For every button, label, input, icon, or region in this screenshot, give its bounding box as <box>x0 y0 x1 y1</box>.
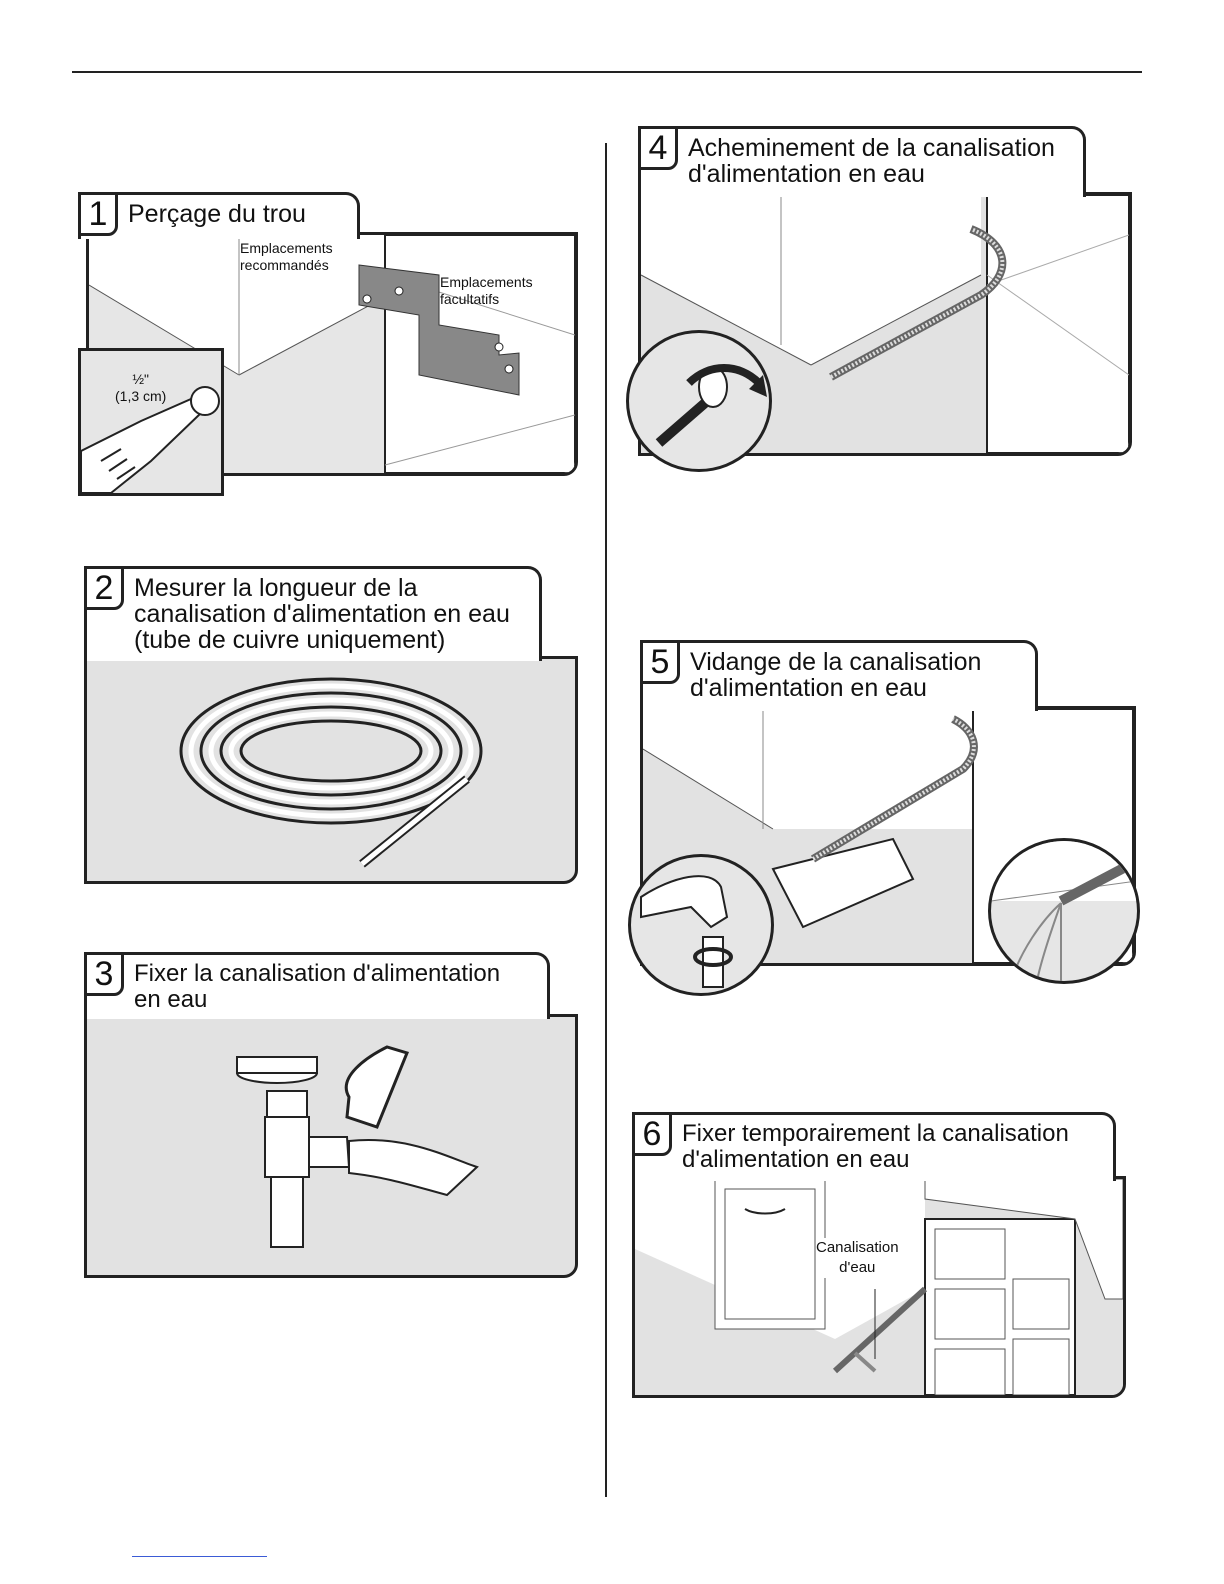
label-recommended: Emplacements recommandés <box>240 240 333 273</box>
step-1-panel <box>78 192 580 492</box>
step-4-inset <box>626 330 772 472</box>
step-2-panel <box>84 566 578 882</box>
step-6-illustration <box>632 1176 1126 1398</box>
step-4-tab <box>638 126 1086 197</box>
step-5-number: 5 <box>640 640 680 684</box>
step-1-title: Perçage du trou <box>128 200 306 228</box>
step-2-number: 2 <box>84 566 124 610</box>
step-4-title: Acheminement de la canalisation d'alimentation en eau <box>688 134 1055 188</box>
label-optional: Emplacements facultatifs <box>440 274 533 307</box>
step-5-inset-right <box>988 838 1140 984</box>
step-5-title: Vidange de la canalisation d'alimentation en eau <box>690 648 982 702</box>
step-3-number: 3 <box>84 952 124 996</box>
step-6-number: 6 <box>632 1112 672 1156</box>
step-6-panel <box>632 1112 1128 1398</box>
drill-inset <box>78 348 224 496</box>
step-3-panel <box>84 952 578 1278</box>
step-5-tab <box>640 640 1038 711</box>
label-hole-size: ½" (1,3 cm) <box>115 371 167 404</box>
step-2-tab <box>84 566 542 661</box>
footer-link-underline <box>132 1556 267 1557</box>
step-4-number: 4 <box>638 126 678 170</box>
step-6-title: Fixer temporairement la canalisation d'alimentation en eau <box>682 1120 1069 1173</box>
label-water-line: Canalisation d'eau <box>816 1239 899 1276</box>
step-2-illustration <box>84 656 578 884</box>
step-5-panel <box>632 640 1140 990</box>
step-1-number: 1 <box>78 192 118 236</box>
step-1-tab <box>78 192 360 239</box>
step-3-illustration <box>84 1014 578 1278</box>
step-4-panel <box>630 126 1136 466</box>
step-3-tab <box>84 952 550 1019</box>
step-5-inset-left <box>628 854 774 996</box>
step-2-title: Mesurer la longueur de la canalisation d'alimentation en eau (tube de cuivre uniquement) <box>134 574 510 654</box>
step-3-title: Fixer la canalisation d'alimentation en eau <box>134 960 501 1013</box>
step-6-tab <box>632 1112 1116 1181</box>
header-rule <box>72 71 1142 73</box>
column-divider <box>605 143 607 1497</box>
